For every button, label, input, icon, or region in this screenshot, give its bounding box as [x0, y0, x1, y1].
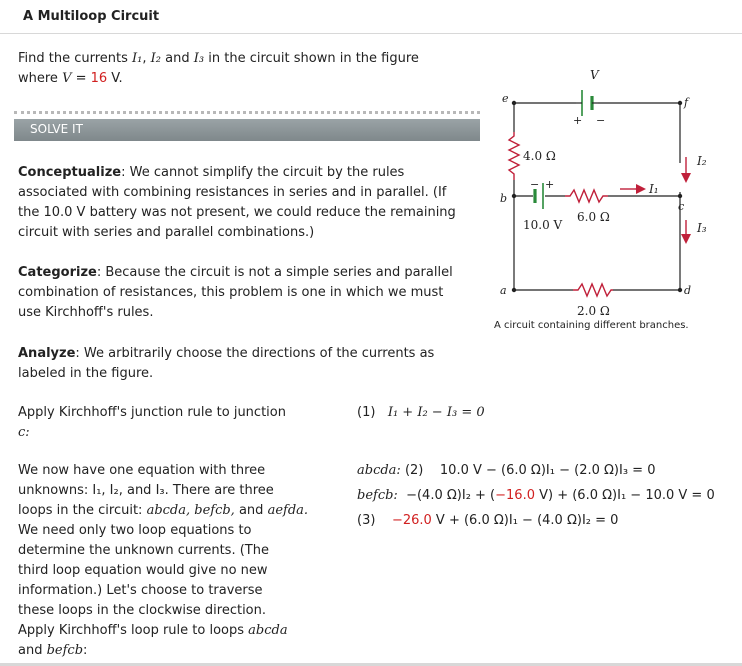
- equation-3-number: (3): [357, 513, 376, 528]
- node-a-label: a: [500, 284, 507, 297]
- battery-top-plus: +: [573, 114, 583, 127]
- solve-it-label: SOLVE IT: [30, 122, 83, 136]
- equation-1: [357, 405, 485, 420]
- loops-line-9a: Apply Kirchhoff's loop rule to loops: [18, 623, 249, 638]
- intro-sep: ,: [142, 51, 151, 66]
- equation-befcb: [357, 488, 715, 503]
- categorize-line-3: use Kirchhoff's rules.: [18, 305, 154, 320]
- equation-1-text: I₁ + I₂ − I₃ = 0: [387, 405, 485, 420]
- current-i1-label: I₁: [649, 182, 659, 196]
- equation-befcb-pre: −(4.0 Ω)I₂ + (: [406, 488, 496, 503]
- node-c-label: c: [678, 200, 685, 213]
- equation-2-number: (2): [404, 463, 424, 478]
- circuit-figure: [490, 62, 740, 320]
- battery-top: [576, 90, 598, 116]
- node-e-label: e: [502, 92, 509, 105]
- loops-line-3a: loops in the circuit:: [18, 503, 147, 518]
- intro-i3: I₃: [193, 51, 205, 66]
- resistor-left: [509, 132, 519, 180]
- conceptualize-line-2: associated with combining resistances in series and in parallel. (If: [18, 185, 447, 200]
- loops-line-6: third loop equation would give no new: [18, 563, 268, 578]
- analyze-label: Analyze: [18, 346, 76, 361]
- equation-befcb-loop: befcb:: [357, 488, 398, 503]
- resistor-mid-value: 6.0 Ω: [577, 210, 610, 224]
- loops-line-3b: abcda, befcb,: [146, 503, 235, 518]
- equation-3-post: V + (6.0 Ω)I₁ − (4.0 Ω)I₂ = 0: [431, 513, 619, 528]
- battery-mid-plus: +: [545, 178, 555, 191]
- intro-v: V: [62, 71, 72, 86]
- intro-i1: I₁: [132, 51, 143, 66]
- conceptualize-line-1: : We cannot simplify the circuit by the rules: [121, 165, 405, 180]
- title-divider: [0, 33, 742, 34]
- loops-line-10a: and: [18, 643, 47, 658]
- intro-unit: V.: [107, 71, 123, 86]
- arrow-i2-head: [681, 173, 691, 183]
- equation-2-text: 10.0 V − (6.0 Ω)I₁ − (2.0 Ω)I₃ = 0: [439, 463, 656, 478]
- junction-line-2: c:: [18, 425, 30, 440]
- conceptualize-line-4: circuit with series and parallel combinations.): [18, 225, 315, 240]
- analyze-line-2: labeled in the figure.: [18, 366, 154, 381]
- battery-mid-minus: −: [530, 178, 540, 191]
- solve-it-header: [14, 119, 480, 141]
- node-e-dot: [512, 101, 516, 105]
- equation-befcb-red: −16.0: [495, 488, 535, 503]
- loops-line-3c: and: [234, 503, 268, 518]
- arrow-i1-head: [636, 184, 646, 194]
- page-title: A Multiloop Circuit: [23, 9, 160, 24]
- voltage-value: 16: [90, 71, 108, 86]
- resistor-mid: [565, 190, 608, 202]
- junction-line-1: Apply Kirchhoff's junction rule to junction: [18, 405, 286, 420]
- node-b-label: b: [500, 192, 508, 205]
- analyze-paragraph: [18, 344, 478, 384]
- wire-top-right: [598, 103, 680, 163]
- categorize-label: Categorize: [18, 265, 97, 280]
- categorize-line-2: combination of resistances, this problem is one in which we must: [18, 285, 444, 300]
- equation-befcb-post: V) + (6.0 Ω)I₁ − 10.0 V = 0: [534, 488, 715, 503]
- node-d-label: d: [684, 284, 692, 297]
- loops-line-10b: befcb: [46, 643, 84, 658]
- node-c-dot: [678, 194, 682, 198]
- loops-line-3d: aefda.: [267, 503, 309, 518]
- current-i3-label: I₃: [697, 221, 707, 235]
- loops-line-7: information.) Let's choose to traverse: [18, 583, 263, 598]
- categorize-paragraph: [18, 263, 478, 323]
- node-f-label: f: [684, 96, 689, 109]
- battery-mid-value: 10.0 V: [523, 218, 563, 232]
- analyze-line-1: : We arbitrarily choose the directions of the currents as: [75, 346, 435, 361]
- equation-3-red: −26.0: [391, 513, 432, 528]
- loops-line-10c: :: [83, 643, 88, 658]
- junction-paragraph: [18, 403, 286, 443]
- node-f-dot: [678, 101, 682, 105]
- intro-paragraph: [18, 49, 419, 89]
- loops-paragraph: [18, 461, 318, 661]
- equation-2: [357, 463, 655, 478]
- node-a-dot: [512, 288, 516, 292]
- intro-where: where: [18, 71, 63, 86]
- arrow-i3-head: [681, 234, 691, 244]
- loops-line-4: We need only two loop equations to: [18, 523, 252, 538]
- loops-line-1: We now have one equation with three: [18, 463, 266, 478]
- battery-top-minus: −: [596, 114, 606, 127]
- loops-line-2: unknowns: I₁, I₂, and I₃. There are three: [18, 483, 274, 498]
- intro-text-2: in the circuit shown in the figure: [204, 51, 419, 66]
- loops-line-8: these loops in the clockwise direction.: [18, 603, 267, 618]
- intro-i2: I₂: [150, 51, 162, 66]
- solve-dotted-divider: [14, 111, 480, 114]
- resistor-bottom-value: 2.0 Ω: [577, 304, 610, 318]
- conceptualize-label: Conceptualize: [18, 165, 122, 180]
- conceptualize-line-3: the 10.0 V battery was not present, we could reduce the remaining: [18, 205, 456, 220]
- intro-and: and: [161, 51, 194, 66]
- equation-3: [357, 513, 618, 528]
- loops-line-9b: abcda: [248, 623, 288, 638]
- node-d-dot: [678, 288, 682, 292]
- intro-text-1: Find the currents: [18, 51, 133, 66]
- value-labels: [523, 149, 610, 318]
- battery-top-label: V: [590, 68, 599, 82]
- equation-1-number: (1): [357, 405, 376, 420]
- current-i2-label: I₂: [697, 154, 707, 168]
- resistor-left-value: 4.0 Ω: [523, 149, 556, 163]
- loops-line-5: determine the unknown currents. (The: [18, 543, 269, 558]
- conceptualize-paragraph: [18, 163, 478, 243]
- intro-eq: =: [71, 71, 91, 86]
- figure-caption: A circuit containing different branches.: [494, 320, 689, 331]
- node-b-dot: [512, 194, 516, 198]
- resistor-bottom: [573, 284, 613, 296]
- equation-2-loop: abcda:: [357, 463, 401, 478]
- categorize-line-1: : Because the circuit is not a simple series and parallel: [96, 265, 453, 280]
